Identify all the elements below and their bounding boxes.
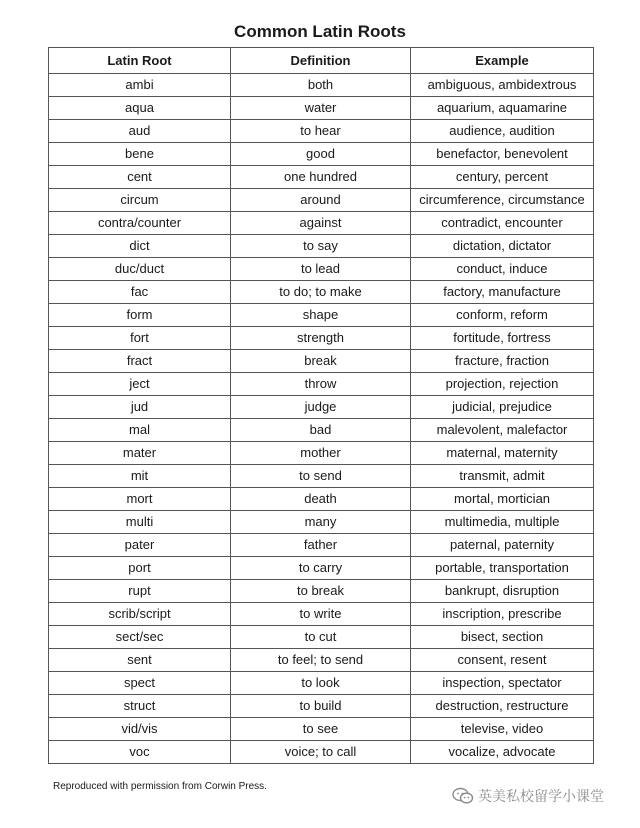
definition-cell: to look <box>231 672 411 695</box>
example-cell: circumference, circumstance <box>411 189 594 212</box>
latin-root-cell: duc/duct <box>49 258 231 281</box>
definition-cell: good <box>231 143 411 166</box>
page-title: Common Latin Roots <box>234 22 406 41</box>
definition-cell: to build <box>231 695 411 718</box>
definition-cell: around <box>231 189 411 212</box>
latin-root-cell: mit <box>49 465 231 488</box>
example-cell: ambiguous, ambidextrous <box>411 74 594 97</box>
latin-root-cell: mort <box>49 488 231 511</box>
example-cell: factory, manufacture <box>411 281 594 304</box>
table-row <box>49 258 594 281</box>
definition-cell: to say <box>231 235 411 258</box>
definition-cell: to lead <box>231 258 411 281</box>
definition-cell: one hundred <box>231 166 411 189</box>
latin-root-cell: mater <box>49 442 231 465</box>
example-cell: audience, audition <box>411 120 594 143</box>
latin-root-cell: voc <box>49 741 231 764</box>
definition-cell: to feel; to send <box>231 649 411 672</box>
latin-root-cell: bene <box>49 143 231 166</box>
permission-credit: Reproduced with permission from Corwin Press. <box>53 781 267 792</box>
latin-root-cell: port <box>49 557 231 580</box>
table-row <box>49 603 594 626</box>
example-cell: multimedia, multiple <box>411 511 594 534</box>
example-cell: contradict, encounter <box>411 212 594 235</box>
definition-cell: to carry <box>231 557 411 580</box>
latin-root-cell: aqua <box>49 97 231 120</box>
table-row <box>49 626 594 649</box>
latin-root-cell: pater <box>49 534 231 557</box>
example-cell: bisect, section <box>411 626 594 649</box>
example-cell: maternal, maternity <box>411 442 594 465</box>
definition-cell: water <box>231 97 411 120</box>
table-row <box>49 350 594 373</box>
table-row <box>49 511 594 534</box>
definition-cell: to break <box>231 580 411 603</box>
definition-cell: bad <box>231 419 411 442</box>
latin-root-cell: cent <box>49 166 231 189</box>
latin-root-cell: spect <box>49 672 231 695</box>
definition-cell: mother <box>231 442 411 465</box>
definition-cell: death <box>231 488 411 511</box>
definition-cell: to do; to make <box>231 281 411 304</box>
latin-root-cell: contra/counter <box>49 212 231 235</box>
definition-cell: to hear <box>231 120 411 143</box>
table-row <box>49 166 594 189</box>
table-row <box>49 419 594 442</box>
latin-root-cell: mal <box>49 419 231 442</box>
example-cell: transmit, admit <box>411 465 594 488</box>
definition-cell: to write <box>231 603 411 626</box>
latin-root-cell: jud <box>49 396 231 419</box>
latin-root-cell: multi <box>49 511 231 534</box>
example-cell: aquarium, aquamarine <box>411 97 594 120</box>
definition-cell: break <box>231 350 411 373</box>
table-row <box>49 534 594 557</box>
table-row <box>49 143 594 166</box>
watermark <box>452 786 604 806</box>
example-cell: paternal, paternity <box>411 534 594 557</box>
latin-root-cell: vid/vis <box>49 718 231 741</box>
table-body <box>49 74 594 764</box>
latin-root-cell: scrib/script <box>49 603 231 626</box>
column-header-latin-root: Latin Root <box>49 48 231 74</box>
table-row <box>49 327 594 350</box>
latin-root-cell: fac <box>49 281 231 304</box>
example-cell: mortal, mortician <box>411 488 594 511</box>
definition-cell: judge <box>231 396 411 419</box>
example-cell: portable, transportation <box>411 557 594 580</box>
latin-root-cell: struct <box>49 695 231 718</box>
table-row <box>49 74 594 97</box>
example-cell: century, percent <box>411 166 594 189</box>
definition-cell: to see <box>231 718 411 741</box>
table-row <box>49 488 594 511</box>
table-row <box>49 649 594 672</box>
table-row <box>49 189 594 212</box>
table-header-row <box>49 48 594 74</box>
example-cell: projection, rejection <box>411 373 594 396</box>
example-cell: judicial, prejudice <box>411 396 594 419</box>
definition-cell: voice; to call <box>231 741 411 764</box>
table-row <box>49 465 594 488</box>
latin-root-cell: rupt <box>49 580 231 603</box>
example-cell: fortitude, fortress <box>411 327 594 350</box>
definition-cell: against <box>231 212 411 235</box>
table-row <box>49 281 594 304</box>
table-row <box>49 741 594 764</box>
table-row <box>49 97 594 120</box>
table-row <box>49 718 594 741</box>
table-row <box>49 304 594 327</box>
example-cell: televise, video <box>411 718 594 741</box>
latin-root-cell: aud <box>49 120 231 143</box>
column-header-example: Example <box>411 48 594 74</box>
latin-root-cell: sent <box>49 649 231 672</box>
example-cell: destruction, restructure <box>411 695 594 718</box>
example-cell: malevolent, malefactor <box>411 419 594 442</box>
definition-cell: strength <box>231 327 411 350</box>
table-row <box>49 120 594 143</box>
table-row <box>49 235 594 258</box>
table-row <box>49 557 594 580</box>
table-row <box>49 672 594 695</box>
definition-cell: father <box>231 534 411 557</box>
table-row <box>49 373 594 396</box>
example-cell: vocalize, advocate <box>411 741 594 764</box>
table-row <box>49 580 594 603</box>
example-cell: consent, resent <box>411 649 594 672</box>
latin-root-cell: ambi <box>49 74 231 97</box>
example-cell: fracture, fraction <box>411 350 594 373</box>
definition-cell: to cut <box>231 626 411 649</box>
latin-root-cell: ject <box>49 373 231 396</box>
table-row <box>49 212 594 235</box>
latin-root-cell: circum <box>49 189 231 212</box>
definition-cell: throw <box>231 373 411 396</box>
wechat-icon <box>452 787 474 805</box>
table-row <box>49 396 594 419</box>
example-cell: conduct, induce <box>411 258 594 281</box>
example-cell: conform, reform <box>411 304 594 327</box>
example-cell: inspection, spectator <box>411 672 594 695</box>
example-cell: dictation, dictator <box>411 235 594 258</box>
latin-root-cell: form <box>49 304 231 327</box>
definition-cell: both <box>231 74 411 97</box>
example-cell: benefactor, benevolent <box>411 143 594 166</box>
definition-cell: to send <box>231 465 411 488</box>
example-cell: inscription, prescribe <box>411 603 594 626</box>
example-cell: bankrupt, disruption <box>411 580 594 603</box>
latin-root-cell: sect/sec <box>49 626 231 649</box>
watermark-text: 英美私校留学小课堂 <box>478 788 604 804</box>
latin-root-cell: dict <box>49 235 231 258</box>
definition-cell: shape <box>231 304 411 327</box>
table-row <box>49 442 594 465</box>
definition-cell: many <box>231 511 411 534</box>
latin-root-cell: fract <box>49 350 231 373</box>
table-row <box>49 695 594 718</box>
latin-root-cell: fort <box>49 327 231 350</box>
column-header-definition: Definition <box>231 48 411 74</box>
latin-roots-table <box>48 47 594 764</box>
